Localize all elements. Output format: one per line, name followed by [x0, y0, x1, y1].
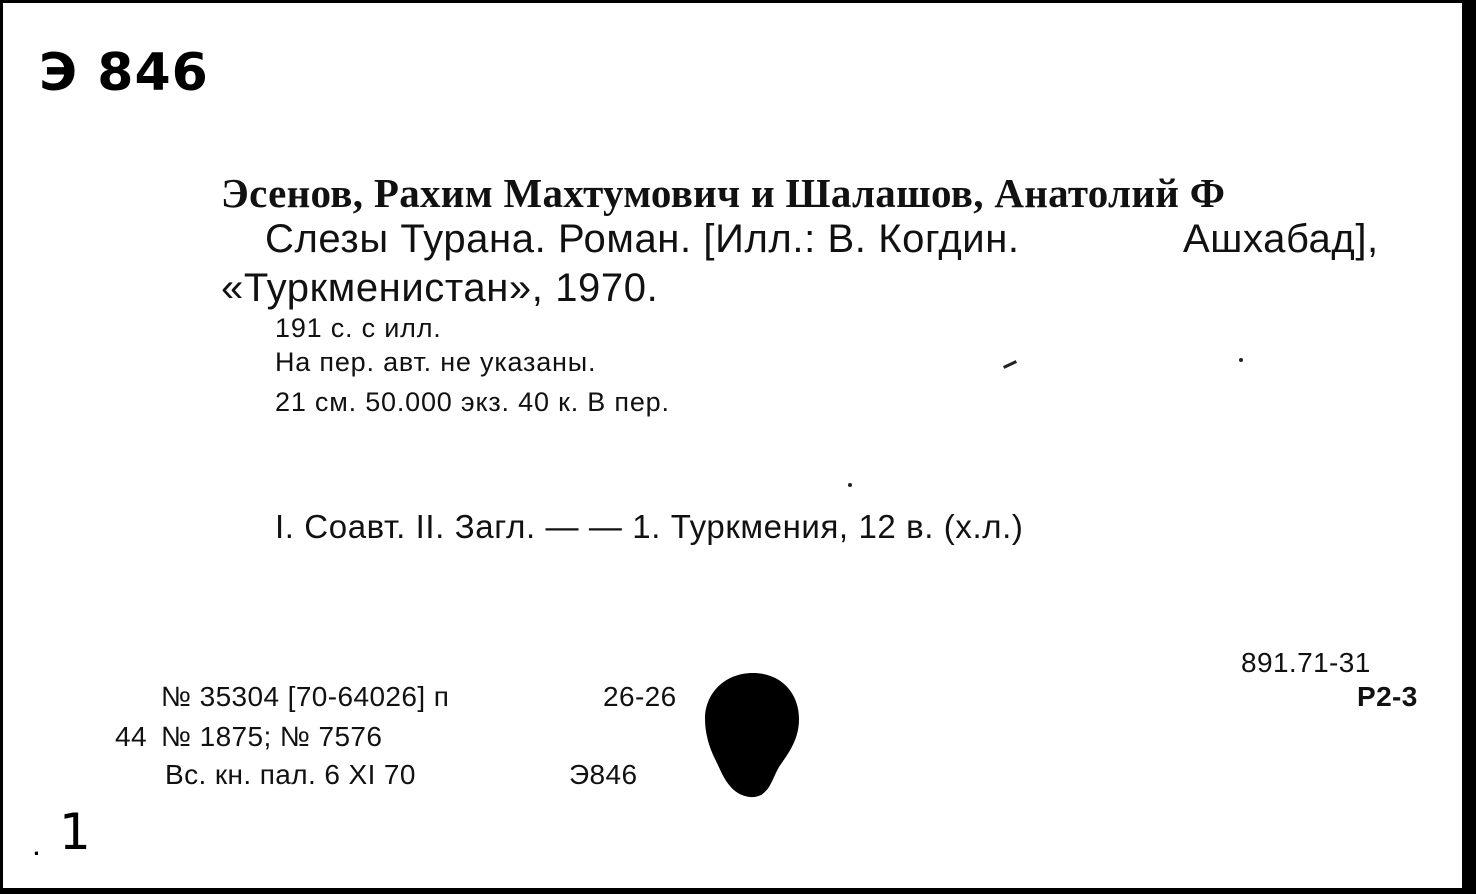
card-code: Э846 [569, 759, 638, 790]
punch-hole-icon [701, 667, 805, 799]
registration-code: 26-26 [603, 681, 677, 712]
stray-mark [1239, 358, 1243, 362]
handwritten-call-number: Э 846 [39, 43, 209, 103]
author-heading: Эсенов, Рахим Махтумович и Шалашов, Анатолий Ф [221, 170, 1226, 216]
publisher-year: «Туркменистан», 1970. [221, 266, 659, 310]
classification-code: Р2-3 [1357, 681, 1418, 712]
handwritten-tally: 1 [59, 803, 91, 861]
registration-line-3: Вс. кн. пал. 6 XI 70 [165, 759, 416, 790]
handwritten-dot: . [33, 839, 40, 860]
collation-line: 191 с. с илл. [275, 313, 442, 343]
tracings-line: I. Соавт. II. Загл. — — 1. Туркмения, 12 в. (х.л.) [275, 508, 1024, 545]
quantity-number: 44 [115, 721, 147, 752]
title-statement: Слезы Турана. Роман. [Илл.: В. Когдин. [265, 217, 1020, 261]
registration-line-2: № 1875; № 7576 [161, 721, 383, 752]
stray-mark [848, 483, 852, 487]
note-line: На пер. авт. не указаны. [275, 347, 597, 377]
stray-mark [1003, 360, 1017, 369]
classification-number: 891.71-31 [1241, 647, 1371, 678]
publication-place: Ашхабад], [1183, 217, 1379, 261]
size-price-line: 21 см. 50.000 экз. 40 к. В пер. [275, 387, 670, 417]
registration-line-1: № 35304 [70-64026] п [161, 681, 450, 712]
